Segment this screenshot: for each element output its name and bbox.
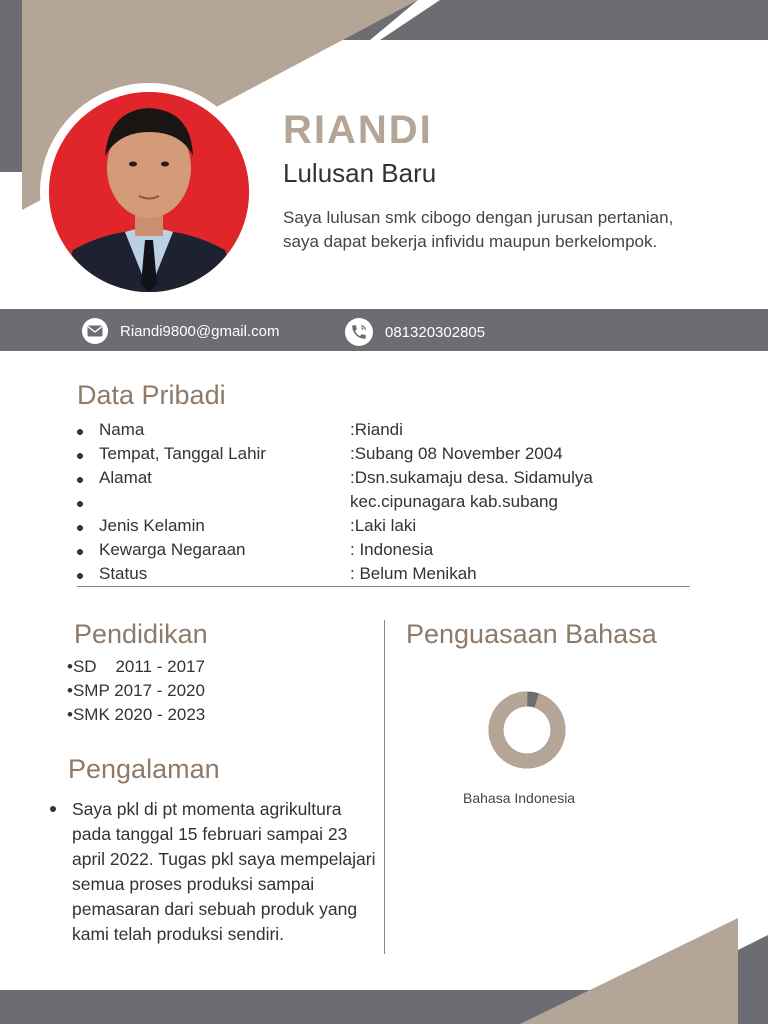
phone-contact[interactable] [345, 318, 485, 346]
personal-data-row [77, 444, 697, 468]
bullet [77, 501, 83, 507]
personal-data-row [77, 564, 697, 588]
candidate-role: Lulusan Baru [283, 158, 437, 188]
personal-data-value: :Dsn.sukamaju desa. Sidamulya [350, 468, 593, 487]
email-contact[interactable] [82, 318, 279, 344]
contact-bar [0, 309, 768, 351]
experience-text: Saya pkl di pt momenta agrikultura pada tanggal 15 februari sampai 23 april 2022. Tugas pkl saya mempelajari semua proses produksi sampai pemasaran dari sebuah produk yang kami telah produksi sendiri. [72, 799, 376, 944]
bullet [77, 525, 83, 531]
phone-text: 081320302805 [385, 323, 486, 341]
email-text: Riandi9800@gmail.com [120, 322, 280, 340]
bullet [77, 429, 83, 435]
bullet [77, 477, 83, 483]
personal-data-label: Kewarga Negaraan [99, 540, 246, 559]
personal-data-label: Alamat [99, 468, 152, 487]
personal-data-value: : Belum Menikah [350, 564, 477, 583]
personal-data-value: :Laki laki [350, 516, 417, 535]
language-proficiency-donut [487, 690, 567, 770]
personal-data-row [77, 420, 697, 444]
education-item: •SMP 2017 - 2020 [67, 681, 205, 700]
personal-data-row [77, 492, 697, 516]
bullet [77, 549, 83, 555]
language-label: Bahasa Indonesia [463, 790, 576, 806]
phone-icon [345, 318, 373, 346]
personal-data-list [77, 420, 697, 588]
personal-data-row [77, 540, 697, 564]
experience-item [50, 797, 380, 947]
profile-photo [49, 92, 249, 292]
donut-fill [488, 691, 566, 769]
pendidikan-heading: Pendidikan [74, 619, 208, 649]
personal-data-value: : Indonesia [350, 540, 434, 559]
personal-data-label: Jenis Kelamin [99, 516, 205, 535]
education-item: •SD 2011 - 2017 [67, 657, 205, 676]
pengalaman-heading: Pengalaman [68, 754, 220, 784]
profile-summary: Saya lulusan smk cibogo dengan jurusan pertanian, saya dapat bekerja infividu maupun berkelompok. [283, 208, 674, 251]
section-divider [77, 586, 690, 587]
bullet [50, 806, 56, 812]
bullet [77, 573, 83, 579]
person-portrait-icon [49, 92, 249, 292]
personal-data-row [77, 516, 697, 540]
bahasa-heading: Penguasaan Bahasa [406, 619, 657, 649]
personal-data-row [77, 468, 697, 492]
personal-data-label: Status [99, 564, 148, 583]
data-pribadi-heading: Data Pribadi [77, 380, 226, 410]
left-gray-strip [0, 0, 22, 172]
personal-data-value: kec.cipunagara kab.subang [350, 492, 558, 511]
personal-data-value: :Riandi [350, 420, 403, 439]
personal-data-value: :Subang 08 November 2004 [350, 444, 563, 463]
personal-data-label: Nama [99, 420, 145, 439]
bottom-right-gray [738, 935, 768, 1024]
candidate-name: RIANDI [283, 108, 433, 152]
education-list [67, 657, 205, 729]
education-item: •SMK 2020 - 2023 [67, 705, 206, 724]
bullet [77, 453, 83, 459]
column-divider [384, 620, 385, 954]
personal-data-label: Tempat, Tanggal Lahir [99, 444, 266, 463]
envelope-icon [82, 318, 108, 344]
